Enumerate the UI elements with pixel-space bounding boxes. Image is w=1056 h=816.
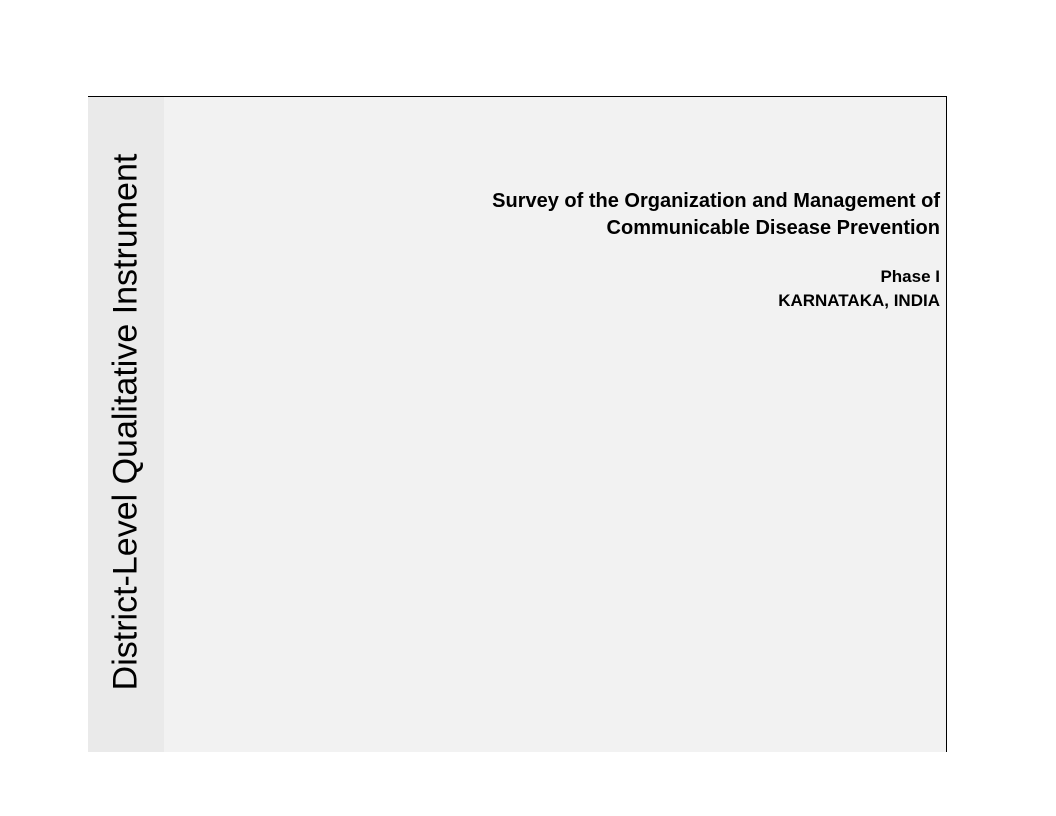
location-label: KARNATAKA, INDIA xyxy=(778,291,940,310)
phase-label: Phase I xyxy=(880,267,940,286)
title-block xyxy=(492,188,940,313)
vertical-document-title: District-Level Qualitative Instrument xyxy=(106,153,145,691)
cover-page xyxy=(88,96,947,752)
survey-title xyxy=(492,188,940,242)
survey-title-line-1: Survey of the Organization and Management of xyxy=(492,190,940,212)
phase-location-block xyxy=(492,265,940,313)
survey-title-line-2: Communicable Disease Prevention xyxy=(606,217,940,239)
